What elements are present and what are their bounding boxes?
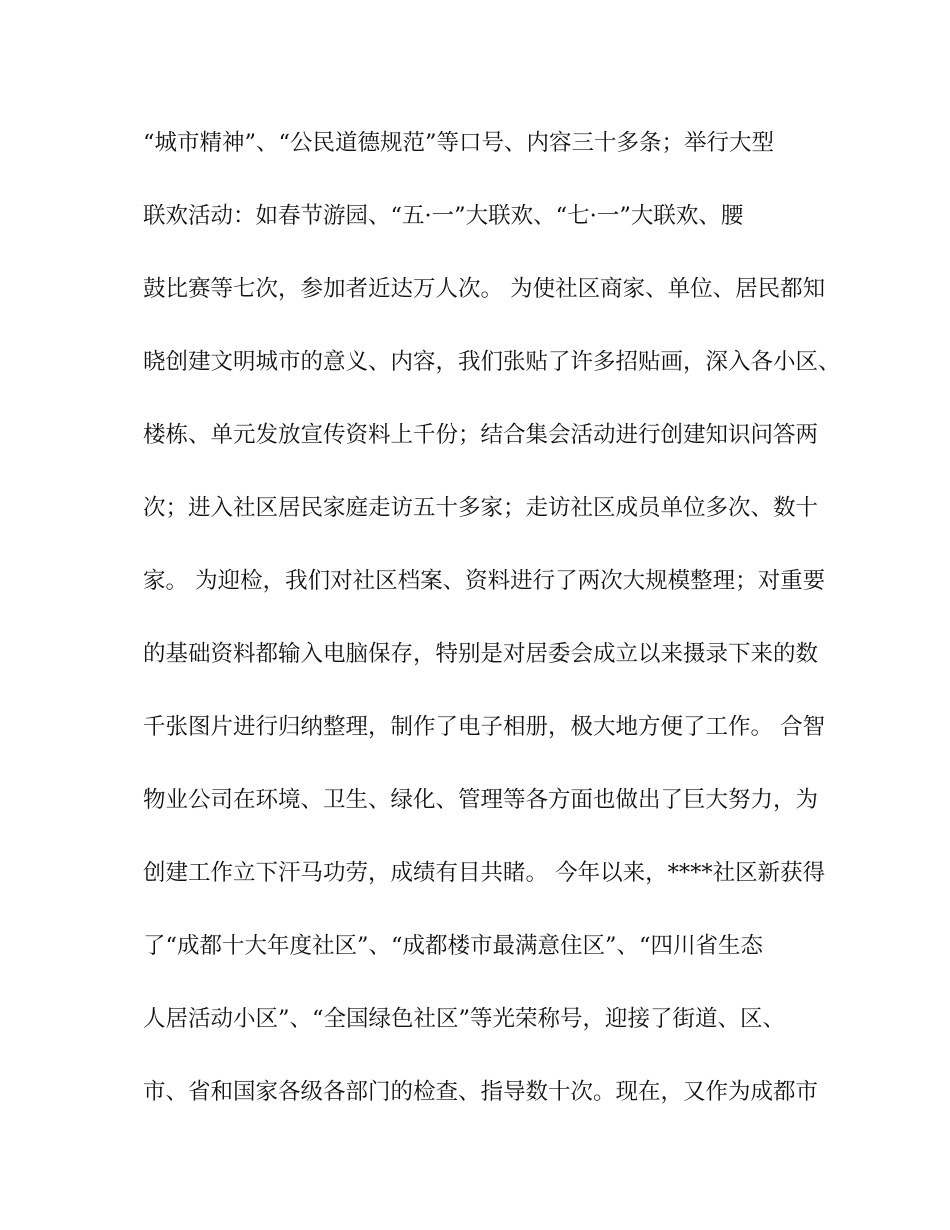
text-line-7: 家。 为迎检，我们对社区档案、资料进行了两次大规模整理；对重要	[143, 568, 826, 594]
text-line-5: 楼栋、单元发放宣传资料上千份；结合集会活动进行创建知识问答两	[143, 422, 819, 448]
text-line-2: 联欢活动：如春节游园、“五·一”大联欢、“七·一”大联欢、腰	[143, 203, 744, 229]
text-line-13: 人居活动小区”、“全国绿色社区”等光荣称号，迎接了街道、区、	[143, 1006, 786, 1032]
text-line-8: 的基础资料都输入电脑保存，特别是对居委会成立以来摄录下来的数	[143, 641, 819, 667]
text-line-1: “城市精神”、“公民道德规范”等口号、内容三十多条；举行大型	[143, 130, 775, 156]
text-line-14: 市、省和国家各级各部门的检查、指导数十次。现在，又作为成都市	[143, 1079, 819, 1105]
text-line-10: 物业公司在环境、卫生、绿化、管理等各方面也做出了巨大努力，为	[143, 787, 819, 813]
text-line-4: 晓创建文明城市的意义、内容，我们张贴了许多招贴画，深入各小区、	[143, 349, 841, 375]
text-line-9: 千张图片进行归纳整理，制作了电子相册，极大地方便了工作。 合智	[143, 714, 826, 740]
text-line-3: 鼓比赛等七次，参加者近达万人次。 为使社区商家、单位、居民都知	[143, 276, 826, 302]
text-line-11: 创建工作立下汗马功劳，成绩有目共睹。 今年以来，****社区新获得	[143, 860, 826, 886]
body-text	[143, 123, 841, 1145]
text-line-12: 了“成都十大年度社区”、“成都楼市最满意住区”、“四川省生态	[143, 933, 764, 959]
text-line-6: 次；进入社区居民家庭走访五十多家；走访社区成员单位多次、数十	[143, 495, 819, 521]
